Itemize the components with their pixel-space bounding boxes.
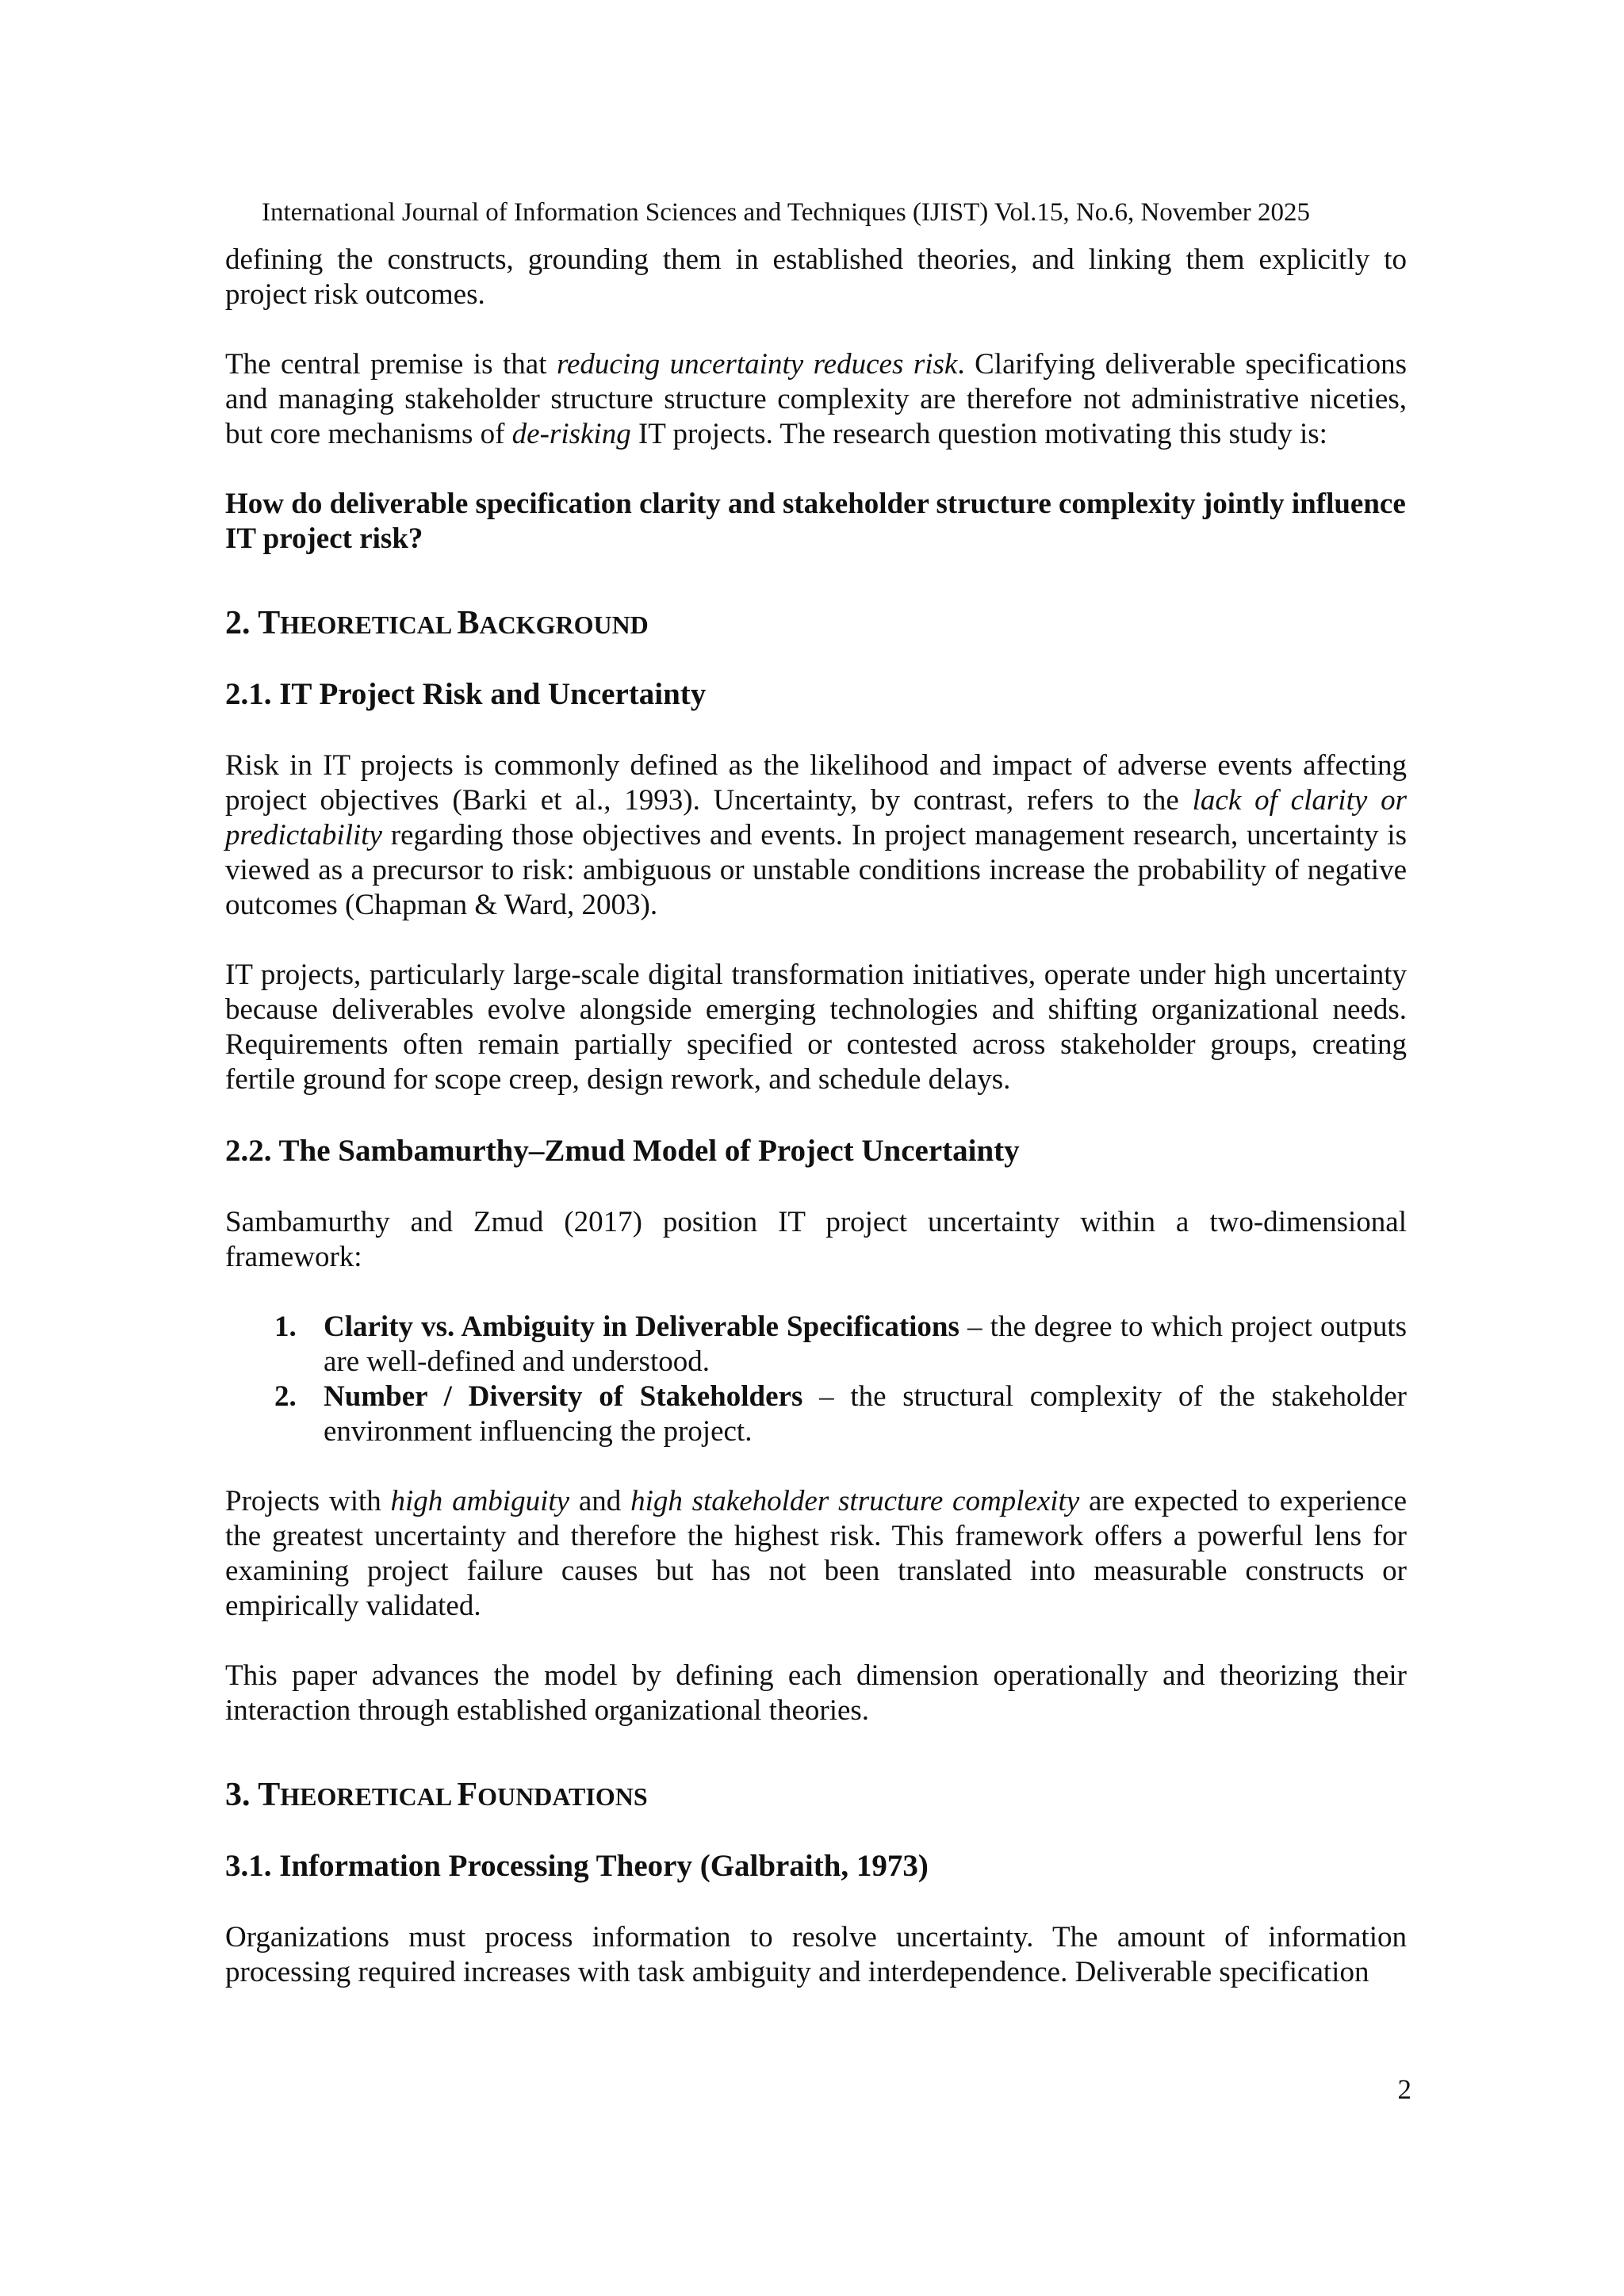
heading-cap: F <box>457 1777 478 1813</box>
subsection-heading-2-1: 2.1. IT Project Risk and Uncertainty <box>225 677 707 711</box>
paragraph-framework-intro: Sambamurthy and Zmud (2017) position IT project uncertainty within a two-dimensional framework: <box>225 1206 1407 1273</box>
page-number: 2 <box>1397 2074 1411 2105</box>
heading-smallcaps: ACKGROUND <box>479 610 649 639</box>
section-heading-3 <box>225 1774 1407 1817</box>
heading-smallcaps: HEORETICAL <box>280 610 458 639</box>
list-item-text: – the structural complexity of the stakeholder environment influencing the project. <box>324 1380 1407 1448</box>
list-item <box>225 1380 1407 1449</box>
research-question: How do deliverable specification clarity and stakeholder structure complexity jointly influence IT project risk? <box>225 488 1406 555</box>
list-item-term: Number / Diversity of Stakeholders <box>324 1380 803 1413</box>
emphasis-text: lack of clarity or predictability <box>225 784 1407 851</box>
list-number: 1. <box>274 1311 297 1343</box>
subsection-heading-3-1: 3.1. Information Processing Theory (Galbraith, 1973) <box>225 1849 929 1883</box>
list-item-term: Clarity vs. Ambiguity in Deliverable Specifications <box>324 1311 959 1343</box>
paragraph-information-processing: Organizations must process information to resolve uncertainty. The amount of information processing required increases with task ambiguity and interdependence. Deliverable specification <box>225 1921 1407 1988</box>
section-number: 2. <box>225 605 259 641</box>
paragraph-advances-model: This paper advances the model by defining each dimension operationally and theorizing their interaction through established organizational theories. <box>225 1659 1407 1727</box>
paragraph-continued: defining the constructs, grounding them in established theories, and linking them explicitly to project risk outcomes. <box>225 243 1407 311</box>
paragraph-high-ambiguity <box>225 1484 1407 1624</box>
paragraph-premise <box>225 347 1407 452</box>
framework-list <box>225 1310 1407 1449</box>
text-run: Projects with <box>225 1485 391 1517</box>
text-run: Risk in IT projects is commonly defined as the likelihood and impact of adverse events affecting project objectives (Barki et al., 1993). Uncertainty, by contrast, refers to the <box>225 749 1407 817</box>
heading-smallcaps: HEORETICAL <box>280 1782 458 1811</box>
subsection-heading-2-2: 2.2. The Sambamurthy–Zmud Model of Project Uncertainty <box>225 1134 1020 1168</box>
list-number: 2. <box>274 1380 297 1413</box>
running-header: International Journal of Information Sciences and Techniques (IJIST) Vol.15, No.6, November 2025 <box>262 198 1310 227</box>
heading-cap: B <box>457 605 480 641</box>
text-run: . Clarifying deliverable specifications and managing stakeholder structure structure complexity are therefore not administrative niceties, but core mechanisms of <box>225 348 1407 450</box>
heading-cap: T <box>258 605 281 641</box>
list-item <box>225 1310 1407 1380</box>
text-run: regarding those objectives and events. In project management research, uncertainty is viewed as a precursor to risk: ambiguous or unstable conditions increase the probability of negative outcomes (Chapman & Ward, 2003). <box>225 819 1407 921</box>
section-number: 3. <box>225 1777 259 1813</box>
emphasis-text: reducing uncertainty reduces risk <box>556 348 958 381</box>
text-run: The central premise is that <box>225 348 557 381</box>
page-content <box>225 243 1407 1990</box>
text-run: and <box>569 1485 631 1517</box>
emphasis-text: high stakeholder structure complexity <box>630 1485 1080 1517</box>
paragraph-risk-definition <box>225 748 1407 923</box>
text-run: are expected to experience the greatest uncertainty and therefore the highest risk. This framework offers a powerful lens for examining project failure causes but has not been translated into measurable constructs or empirically validated. <box>225 1485 1407 1622</box>
heading-cap: T <box>258 1777 281 1813</box>
text-run: IT projects. The research question motivating this study is: <box>630 418 1327 450</box>
list-item-text: – the degree to which project outputs are well-defined and understood. <box>324 1311 1407 1378</box>
paragraph-it-projects: IT projects, particularly large-scale digital transformation initiatives, operate under high uncertainty because deliverables evolve alongside emerging technologies and shifting organizational needs. Requirements often remain partially specified or contested across stakeholder groups, creating fertile ground for scope creep, design rework, and schedule delays. <box>225 959 1407 1096</box>
section-heading-2 <box>225 603 1407 645</box>
emphasis-text: high ambiguity <box>390 1485 570 1517</box>
emphasis-text: de-risking <box>511 418 631 450</box>
heading-smallcaps: OUNDATIONS <box>477 1782 648 1811</box>
